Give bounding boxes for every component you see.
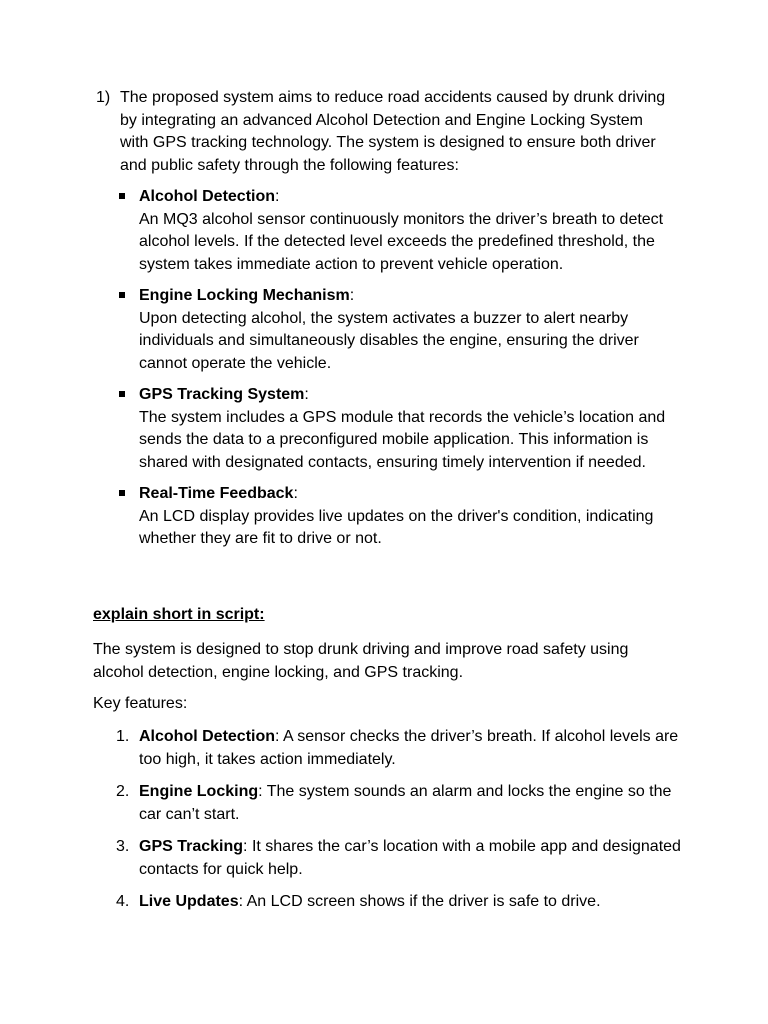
key-feature-title: Engine Locking — [139, 783, 259, 800]
key-feature-number: 3. — [116, 838, 130, 855]
square-bullet-icon — [119, 490, 125, 496]
feature-title-line: Engine Locking Mechanism: — [139, 287, 355, 304]
key-feature-number: 4. — [116, 893, 130, 910]
square-bullet-icon — [119, 391, 125, 397]
key-features-label: Key features: — [93, 695, 188, 712]
script-heading-block — [93, 604, 683, 627]
square-bullet-icon — [119, 193, 125, 199]
feature-title-line: Real-Time Feedback: — [139, 485, 298, 502]
square-bullet-icon — [119, 292, 125, 298]
feature-item — [139, 483, 666, 551]
key-feature-number: 2. — [116, 783, 130, 800]
key-feature-title: GPS Tracking — [139, 838, 244, 855]
feature-body: The system includes a GPS module that records the vehicle’s location and sends the data to a preconfigured mobile application. This information is shared with designated contacts, ensuring timely intervention if needed. — [139, 408, 666, 471]
key-feature-text: : It shares the car’s location with a mobile app and designated contacts for quick help. — [139, 838, 681, 878]
script-heading: explain short in script: — [93, 606, 265, 623]
intro-number: 1) — [96, 89, 111, 106]
key-features-list-block — [93, 726, 683, 924]
feature-item — [139, 285, 666, 375]
key-features-list — [93, 726, 683, 914]
feature-title-line: GPS Tracking System: — [139, 386, 309, 403]
key-feature-item — [116, 836, 683, 881]
key-feature-item — [116, 891, 683, 914]
feature-body: An MQ3 alcohol sensor continuously monitors the driver’s breath to detect alcohol levels. If the detected level exceeds the predefined threshold, the system takes immediate action to prevent vehicle operation. — [139, 210, 664, 273]
key-feature-title: Alcohol Detection — [139, 728, 276, 745]
summary-block — [93, 639, 683, 684]
key-features-block — [93, 693, 683, 716]
key-feature-item — [116, 781, 683, 826]
summary-paragraph: The system is designed to stop drunk driving and improve road safety using alcohol detection, engine locking, and GPS tracking. — [93, 641, 629, 681]
key-feature-title: Live Updates — [139, 893, 239, 910]
feature-title: Alcohol Detection — [139, 188, 276, 205]
feature-body: An LCD display provides live updates on the driver's condition, indicating whether they are fit to drive or not. — [139, 507, 654, 547]
feature-title: Engine Locking Mechanism — [139, 287, 350, 304]
key-feature-text: : An LCD screen shows if the driver is safe to drive. — [238, 893, 601, 910]
feature-list — [96, 186, 666, 551]
feature-item — [139, 384, 666, 474]
key-feature-item — [116, 726, 683, 771]
intro-paragraph: The proposed system aims to reduce road accidents caused by drunk driving by integrating an advanced Alcohol Detection and Engine Locking System with GPS tracking technology. The system is designed to ensure both driver and public safety through the following features: — [120, 89, 666, 174]
feature-item — [139, 186, 666, 276]
feature-title: GPS Tracking System — [139, 386, 305, 403]
feature-title: Real-Time Feedback — [139, 485, 294, 502]
key-feature-text: : A sensor checks the driver’s breath. If alcohol levels are too high, it takes action immediately. — [139, 728, 679, 768]
key-feature-text: : The system sounds an alarm and locks the engine so the car can’t start. — [139, 783, 672, 823]
key-feature-number: 1. — [116, 728, 130, 745]
feature-body: Upon detecting alcohol, the system activates a buzzer to alert nearby individuals and simultaneously disables the engine, ensuring the driver cannot operate the vehicle. — [139, 309, 639, 372]
intro-list-item — [96, 87, 666, 551]
feature-title-line: Alcohol Detection: — [139, 188, 280, 205]
